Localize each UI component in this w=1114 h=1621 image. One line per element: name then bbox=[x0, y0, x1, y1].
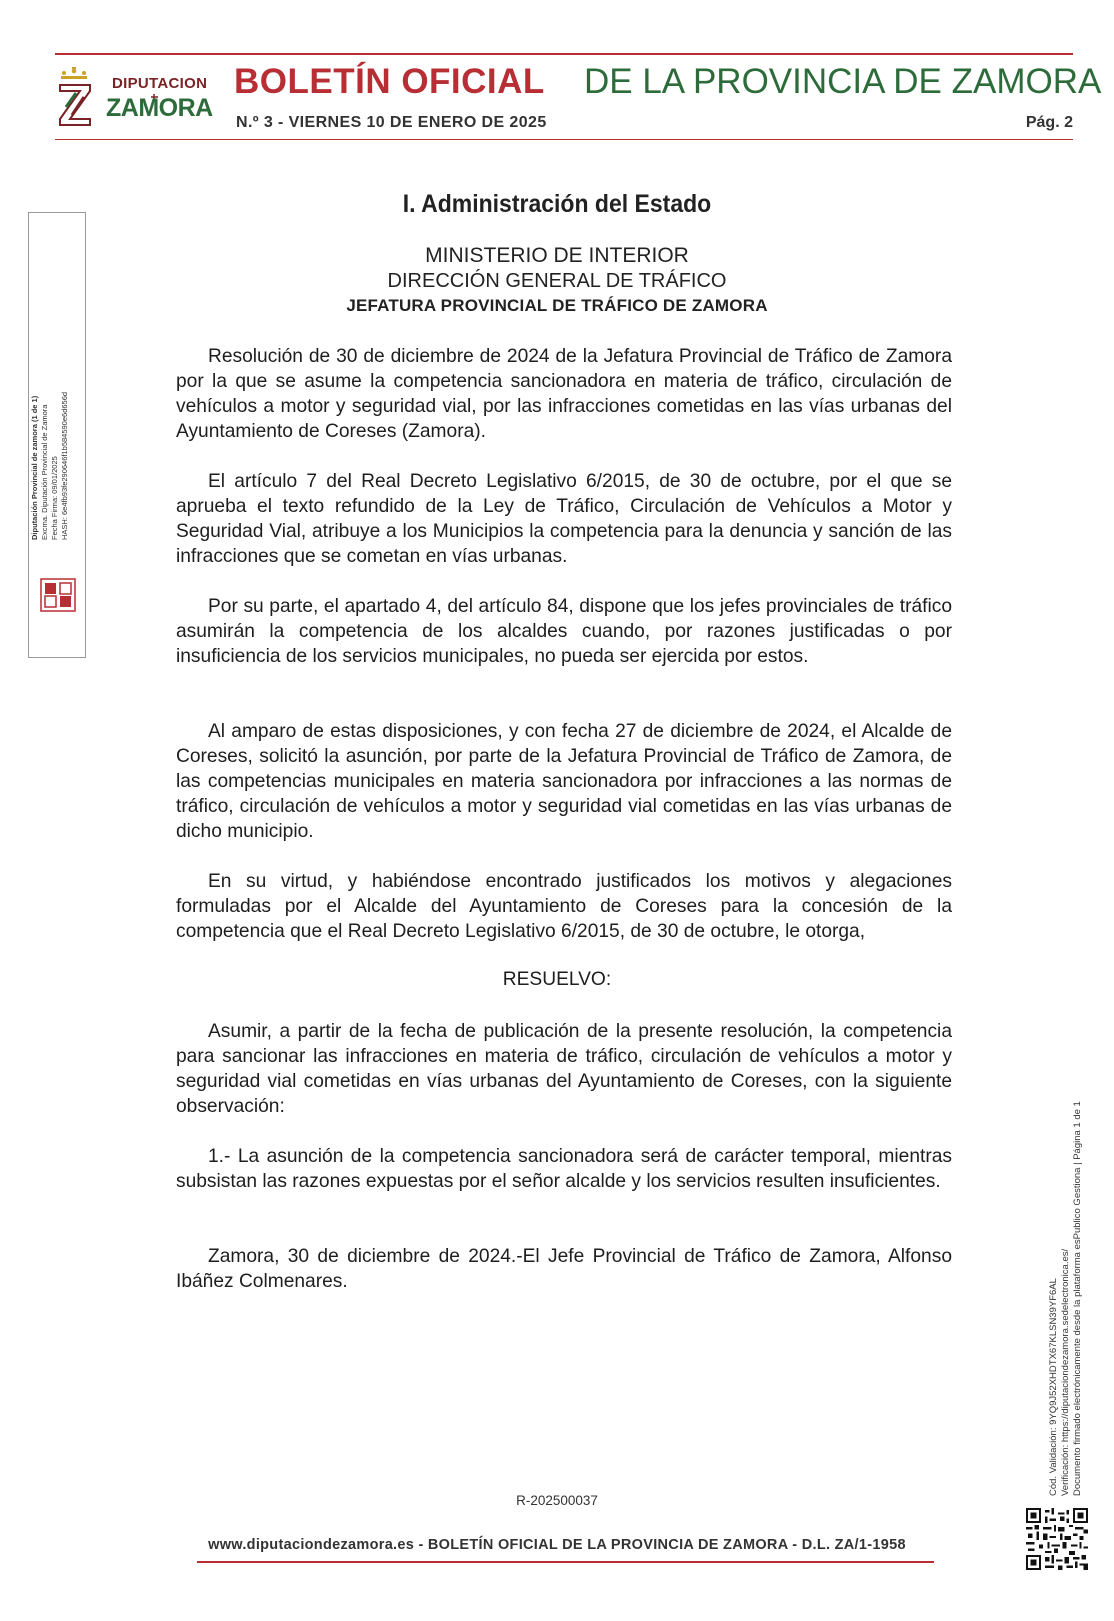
stamp-line-3: Fecha Firma: 09/01/2025 bbox=[50, 456, 59, 540]
paragraph-article-7: El artículo 7 del Real Decreto Legislativo 6/2015, de 30 de octubre, por el que se aprueba el texto refundido de la Ley de Tráfico, Circulación de Vehículos a Motor y Seguridad Vial, atribuye a los Municipios la competencia para la denuncia y sanción de las infracciones que se cometan en vías urbanas. bbox=[176, 471, 952, 567]
provincial-office-name: JEFATURA PROVINCIAL DE TRÁFICO DE ZAMORA bbox=[346, 296, 768, 315]
footer-text: www.diputaciondezamora.es - BOLETÍN OFICIAL DE LA PROVINCIA DE ZAMORA - D.L. ZA/1-1958 bbox=[208, 1537, 906, 1553]
stamp-line-2: Excma. Diputación Provincial de Zamora bbox=[40, 404, 49, 540]
verification-code: Cód. Validación: 9YQ9J52XHDTX67KLSN39YF6AL bbox=[1048, 1278, 1059, 1496]
logo-wordmark-top: DIPUTACION bbox=[112, 75, 208, 92]
coat-of-arms-icon bbox=[40, 578, 76, 612]
verification-note: Documento firmado electrónicamente desde la plataforma esPublico Gestiona | Página 1 de 1 bbox=[1072, 1101, 1083, 1496]
logo-wordmark-bottom: ZAMORA bbox=[106, 94, 213, 122]
registry-reference: R-202500037 bbox=[516, 1493, 598, 1508]
bulletin-title-rest: DE LA PROVINCIA DE ZAMORA bbox=[584, 62, 1102, 101]
bulletin-title-strong: BOLETÍN OFICIAL bbox=[234, 62, 545, 101]
directorate-name: DIRECCIÓN GENERAL DE TRÁFICO bbox=[387, 270, 727, 292]
paragraph-mayor-request: Al amparo de estas disposiciones, y con fecha 27 de diciembre de 2024, el Alcalde de Coreses, solicitó la asunción, por parte de la Jefatura Provincial de Tráfico de Zamora, de las competencias municipales en materia sancionadora por infracciones a las normas de tráfico, circulación de vehículos a motor y seguridad vial cometidas en las vías urbanas de dicho municipio. bbox=[176, 721, 952, 842]
issue-number-date: N.º 3 - VIERNES 10 DE ENERO DE 2025 bbox=[236, 114, 547, 131]
paragraph-resolution-summary: Resolución de 30 de diciembre de 2024 de la Jefatura Provincial de Tráfico de Zamora por la que se asume la competencia sancionadora en materia de tráfico, circulación de vehículos a motor y seguridad vial, por las infracciones cometidas en las vías urbanas del Ayuntamiento de Coreses (Zamora). bbox=[176, 346, 952, 442]
header-top-rule bbox=[55, 53, 1073, 55]
paragraph-resolution: Asumir, a partir de la fecha de publicación de la presente resolución, la competencia para sancionar las infracciones en materia de tráfico, circulación de vehículos a motor y seguridad vial cometidas en vías urbanas del Ayuntamiento de Coreses, con la siguiente observación: bbox=[176, 1021, 952, 1117]
verification-text bbox=[1048, 976, 1084, 1496]
paragraph-signature: Zamora, 30 de diciembre de 2024.-El Jefe Provincial de Tráfico de Zamora, Alfonso Ibáñez Colmenares. bbox=[176, 1246, 952, 1292]
verification-url: Verificación: https://diputaciondezamora.sedelectronica.es/ bbox=[1060, 1248, 1071, 1496]
paragraph-justification: En su virtud, y habiéndose encontrado justificados los motivos y alegaciones formuladas por el Alcalde del Ayuntamiento de Coreses para la concesión de la competencia que el Real Decreto Legislativo 6/2015, de 30 de octubre, le otorga, bbox=[176, 871, 952, 942]
paragraph-observation-1: 1.- La asunción de la competencia sancionadora será de carácter temporal, mientras subsistan las razones expuestas por el señor alcalde y los servicios resulten insuficientes. bbox=[176, 1146, 952, 1192]
stamp-line-4: HASH: 6e4fb93fe290646f1b584590e6d656d bbox=[60, 391, 69, 540]
footer-rule bbox=[197, 1561, 934, 1563]
section-title: I. Administración del Estado bbox=[402, 190, 712, 218]
resuelvo-heading: RESUELVO: bbox=[502, 969, 612, 990]
ministry-name: MINISTERIO DE INTERIOR bbox=[425, 244, 689, 267]
page-number: Pág. 2 bbox=[1025, 114, 1073, 131]
paragraph-article-84: Por su parte, el apartado 4, del artículo 84, dispone que los jefes provinciales de tráfico asumirán la competencia de los alcaldes cuando, por razones justificadas o por insuficiencia de los servicios municipales, no pueda ser ejercida por estos. bbox=[176, 596, 952, 667]
stamp-line-1: Diputación Provincial de zamora (1 de 1) bbox=[30, 395, 39, 540]
header-bottom-rule bbox=[55, 139, 1073, 140]
